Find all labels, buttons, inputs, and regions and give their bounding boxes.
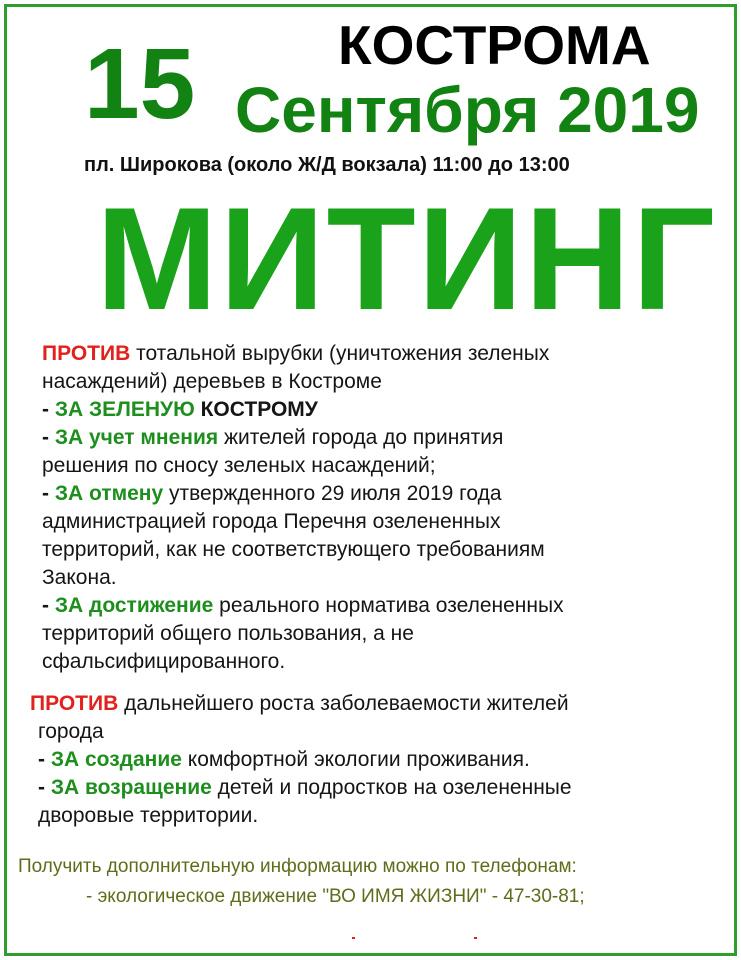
section2-line1: ПРОТИВ дальнейшего роста заболеваемости жителей — [30, 692, 569, 715]
section1-line2: насаждений) деревьев в Костроме — [42, 370, 382, 393]
section1-item2-line2: решения по сносу зеленых насаждений; — [42, 454, 436, 477]
section1-item3-line3: территорий, как не соответствующего требованиям — [42, 538, 545, 561]
section1-item4-line2: территорий общего пользования, а не — [42, 622, 414, 645]
section1-item3-line2: администрацией города Перечня озелененных — [42, 510, 501, 533]
event-place-time: пл. Широкова (около Ж/Д вокзала) 11:00 до 13:00 — [84, 154, 570, 176]
demands-section-2 — [30, 690, 572, 830]
section1-item1: - ЗА ЗЕЛЕНУЮ КОСТРОМУ — [42, 398, 318, 421]
event-month-year: Сентября 2019 — [235, 74, 700, 146]
decorative-dot — [474, 937, 477, 939]
section1-item2: - ЗА учет мнения жителей города до принятия — [42, 426, 504, 449]
section1-item3-line4: Закона. — [42, 566, 117, 589]
decorative-dot — [352, 937, 355, 939]
against-label: ПРОТИВ — [42, 342, 131, 365]
contact-info-heading: Получить дополнительную информацию можно по телефонам: — [18, 856, 577, 877]
section1-line1: ПРОТИВ тотальной вырубки (уничтожения зеленых — [42, 342, 550, 365]
section2-item1: - ЗА создание комфортной экологии проживания. — [38, 748, 530, 771]
headline: МИТИНГ — [96, 177, 717, 340]
section2-line2: города — [38, 720, 104, 743]
section2-item2: - ЗА возращение детей и подростков на озелененные — [38, 776, 572, 799]
against-label: ПРОТИВ — [30, 692, 119, 715]
contact-eco-movement: - экологическое движение "ВО ИМЯ ЖИЗНИ" - 47-30-81; — [86, 886, 585, 907]
section1-item4: - ЗА достижение реального норматива озелененных — [42, 594, 564, 617]
section1-item3: - ЗА отмену утвержденного 29 июля 2019 года — [42, 482, 502, 505]
city-title: КОСТРОМА — [338, 14, 651, 76]
event-day: 15 — [84, 28, 196, 140]
demands-section-1 — [42, 340, 564, 676]
section2-item2-line2: дворовые территории. — [38, 804, 259, 827]
section1-item4-line3: сфальсифицированного. — [42, 650, 286, 673]
